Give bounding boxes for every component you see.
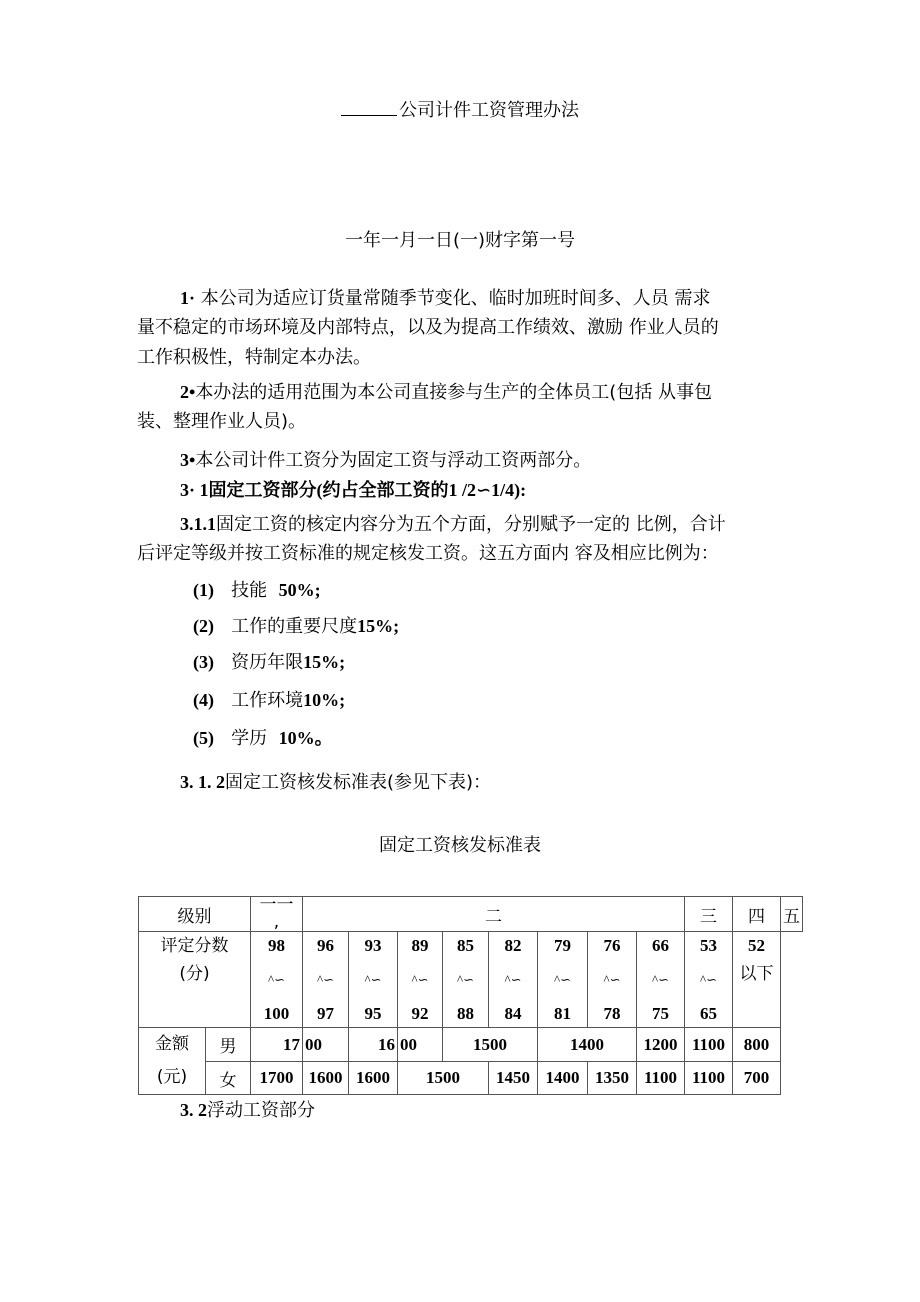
amount-cell: 00 — [398, 1028, 443, 1062]
section-3-1-2: 3. 1. 2固定工资核发标准表(参见下表)： — [180, 772, 492, 793]
score-cell: 93 ^∽ 95 — [349, 932, 398, 1028]
amount-cell: 1100 — [637, 1062, 685, 1095]
score-cell: 66 ^∽ 75 — [637, 932, 685, 1028]
score-cell: 53 ^∽ 65 — [685, 932, 733, 1028]
title-text: 公司计件工资管理办法 — [399, 100, 579, 121]
para-line: 工作积极性，特制定本办法。 — [137, 347, 371, 368]
wage-standard-table — [138, 896, 803, 1095]
list-item: (4) 工作环境10%; — [193, 690, 346, 711]
paragraph-3-1 — [180, 481, 526, 500]
score-row — [139, 932, 803, 1028]
score-cell: 79 ^∽ 81 — [538, 932, 588, 1028]
amount-cell: 00 — [303, 1028, 349, 1062]
list-item: (2) 工作的重要尺度15%; — [193, 616, 400, 637]
amount-cell: 1600 — [349, 1062, 398, 1095]
level-cell: 一一 , — [251, 897, 303, 932]
score-label: 评定分数 (分) — [139, 932, 251, 1028]
para-line: 本公司为适应订货量常随季节变化、临时加班时间多、人员 需求 — [200, 288, 711, 309]
para-num: 3• — [180, 450, 196, 470]
amount-cell: 1400 — [538, 1028, 637, 1062]
level-label: 级别 — [139, 897, 251, 932]
para-line: 后评定等级并按工资标准的规定核发工资。这五方面内 容及相应比例为： — [137, 543, 719, 564]
amount-cell: 1400 — [538, 1062, 588, 1095]
amount-cell: 1500 — [398, 1062, 489, 1095]
score-cell: 52 以下 — [733, 932, 781, 1028]
para-line: 量不稳定的市场环境及内部特点，以及为提高工作绩效、激励 作业人员的 — [137, 317, 719, 338]
amount-cell: 1100 — [685, 1062, 733, 1095]
amount-cell: 1450 — [489, 1062, 538, 1095]
section-3-2: 3. 2浮动工资部分 — [180, 1100, 315, 1121]
para-line: 固定工资部分(约占全部工资的1 /2∽1/4): — [208, 480, 527, 500]
amount-label: 金额 (元) — [139, 1028, 206, 1095]
para-num: 3· 1 — [180, 480, 209, 500]
document-number: 一年一月一日(一)财字第一号 — [344, 230, 576, 251]
level-row — [139, 897, 803, 932]
para-line: 本办法的适用范围为本公司直接参与生产的全体员工(包括 从事包 — [195, 382, 713, 403]
level-cell: 四 — [733, 897, 781, 932]
level-cell: 二 — [303, 897, 685, 932]
male-label: 男 — [206, 1028, 251, 1062]
score-cell: 98 ^∽ 100 — [251, 932, 303, 1028]
amount-cell: 1500 — [443, 1028, 538, 1062]
amount-cell: 1100 — [685, 1028, 733, 1062]
amount-cell: 1350 — [588, 1062, 637, 1095]
para-line: 固定工资的核定内容分为五个方面，分别赋予一定的 比例，合计 — [216, 514, 726, 535]
company-name-blank — [341, 99, 397, 116]
amount-cell: 1600 — [303, 1062, 349, 1095]
amount-cell: 17 — [251, 1028, 303, 1062]
para-num: 2• — [180, 382, 196, 402]
level-cell: 五 — [781, 897, 803, 932]
para-num: 1· — [180, 288, 196, 308]
score-cell: 89 ^∽ 92 — [398, 932, 443, 1028]
level-cell: 三 — [685, 897, 733, 932]
list-item: (1) 技能 50%; — [193, 580, 321, 601]
amount-cell: 16 — [349, 1028, 398, 1062]
para-num: 3.1.1 — [180, 514, 216, 534]
amount-cell: 700 — [733, 1062, 781, 1095]
para-line: 装、整理作业人员)。 — [137, 411, 307, 432]
score-cell: 96 ^∽ 97 — [303, 932, 349, 1028]
male-row — [139, 1028, 803, 1062]
para-line: 本公司计件工资分为固定工资与浮动工资两部分。 — [195, 450, 592, 471]
score-cell: 82 ^∽ 84 — [489, 932, 538, 1028]
female-row — [139, 1062, 803, 1095]
document-title — [0, 96, 920, 122]
paragraph-3 — [180, 451, 591, 470]
score-cell: 85 ^∽ 88 — [443, 932, 489, 1028]
list-item: (3) 资历年限15%; — [193, 652, 346, 673]
list-item: (5) 学历 10%。 — [193, 728, 333, 749]
amount-cell: 1200 — [637, 1028, 685, 1062]
table-caption: 固定工资核发标准表 — [379, 835, 541, 856]
score-cell: 76 ^∽ 78 — [588, 932, 637, 1028]
amount-cell: 800 — [733, 1028, 781, 1062]
female-label: 女 — [206, 1062, 251, 1095]
amount-cell: 1700 — [251, 1062, 303, 1095]
